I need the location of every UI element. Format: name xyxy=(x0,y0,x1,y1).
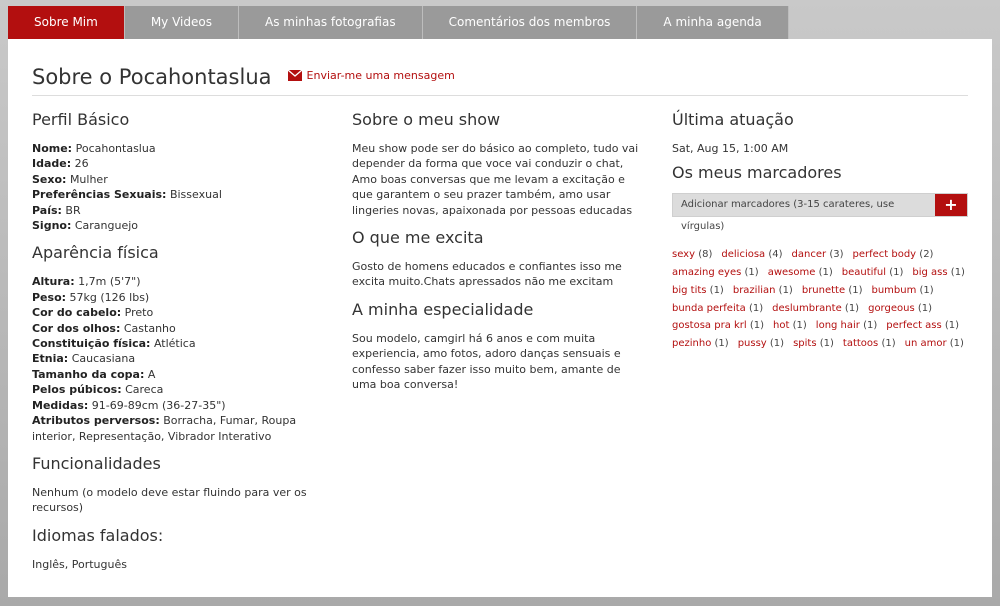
profile-panel xyxy=(8,39,992,597)
send-message-link[interactable] xyxy=(288,69,455,82)
languages-text: Inglês, Português xyxy=(32,557,127,571)
marker-tag xyxy=(816,320,877,331)
add-markers-label: Adicionar marcadores (3-15 carateres, use vírgulas) xyxy=(681,199,895,233)
info-value: Mulher xyxy=(69,172,108,186)
title-row xyxy=(32,63,968,96)
specialty-text: Sou modelo, camgirl há 6 anos e com muita experiencia, amo fotos, adoro danças sensuais e confesso saber fazer isso muito bem, amante de uma boa conversa! xyxy=(352,331,621,392)
info-row xyxy=(32,141,322,156)
marker-tag xyxy=(842,267,904,278)
marker-tag xyxy=(886,320,959,331)
marker-tag-count: (1) xyxy=(917,302,933,314)
marker-tag-count: (1) xyxy=(818,267,833,279)
marker-tag-count: (2) xyxy=(919,249,934,261)
info-label: Altura: xyxy=(32,275,75,289)
marker-tag-count: (1) xyxy=(749,320,765,332)
column-profile xyxy=(32,109,322,581)
marker-tag-count: (1) xyxy=(944,320,960,332)
profile-heading: Perfil Básico xyxy=(32,110,130,129)
page-title: Sobre o Pocahontaslua xyxy=(32,65,272,89)
marker-tag-link[interactable]: bunda perfeita xyxy=(672,302,746,314)
marker-tag xyxy=(738,338,784,349)
send-message-label: Enviar-me uma mensagem xyxy=(306,69,455,82)
marker-tag-count: (1) xyxy=(778,284,793,296)
marker-tag-count: (1) xyxy=(769,337,785,349)
info-value: Castanho xyxy=(123,321,176,335)
marker-tag-count: (1) xyxy=(819,337,834,349)
info-row xyxy=(32,290,322,305)
marker-tag-link[interactable]: brunette xyxy=(801,284,846,296)
marker-tag-count: (1) xyxy=(844,302,860,314)
marker-tag-link[interactable]: spits xyxy=(793,337,817,349)
marker-tag-link[interactable]: pussy xyxy=(737,337,767,349)
marker-tag-link[interactable]: hot xyxy=(773,320,790,332)
info-value: A xyxy=(147,367,156,381)
profile-list xyxy=(32,141,322,233)
marker-tag-count: (1) xyxy=(792,320,807,332)
marker-tag-count: (1) xyxy=(744,267,759,279)
info-label: Peso: xyxy=(32,290,67,304)
marker-tag xyxy=(672,320,764,331)
marker-tag xyxy=(868,303,932,314)
marker-tag xyxy=(843,338,896,349)
marker-tag-link[interactable]: big ass xyxy=(912,267,948,279)
info-row xyxy=(32,351,322,366)
marker-tag-count: (1) xyxy=(889,267,904,279)
marker-tag-count: (1) xyxy=(919,284,934,296)
marker-tag xyxy=(772,303,859,314)
last-seen-heading: Última atuação xyxy=(672,110,794,129)
last-seen-text: Sat, Aug 15, 1:00 AM xyxy=(672,142,789,155)
turnon-text: Gosto de homens educados e confiantes isso me excita muito.Chats apressados não me excitam xyxy=(352,260,622,289)
languages-heading: Idiomas falados: xyxy=(32,525,164,545)
marker-tag-link[interactable]: gorgeous xyxy=(868,302,915,314)
marker-tag xyxy=(773,320,807,331)
marker-tag-count: (1) xyxy=(748,302,764,314)
marker-tag-count: (4) xyxy=(768,249,783,261)
markers-heading: Os meus marcadores xyxy=(672,163,842,183)
info-label: País: xyxy=(32,203,62,217)
info-label: Cor do cabelo: xyxy=(32,306,122,320)
info-row xyxy=(32,305,322,320)
tab-bar xyxy=(8,6,789,39)
info-value: Careca xyxy=(125,383,164,397)
info-row xyxy=(32,413,322,444)
marker-tag-count: (1) xyxy=(881,337,896,349)
marker-tag-link[interactable]: beautiful xyxy=(841,267,887,279)
marker-tag-link[interactable]: long hair xyxy=(815,320,860,332)
marker-tag xyxy=(672,267,759,278)
info-value: Atlética xyxy=(153,337,196,351)
marker-tag xyxy=(768,267,833,278)
tag-line xyxy=(672,317,968,335)
info-label: Nome: xyxy=(32,142,73,155)
marker-tag-link[interactable]: deslumbrante xyxy=(772,302,842,314)
info-value: Bissexual xyxy=(169,188,222,202)
marker-tag-count: (8) xyxy=(698,249,713,261)
marker-tag xyxy=(733,285,793,296)
info-value: BR xyxy=(65,203,81,217)
marker-tag xyxy=(672,249,712,260)
tab-sobre-mim[interactable]: Sobre Mim xyxy=(8,6,125,39)
tab-fotografias[interactable]: As minhas fotografias xyxy=(239,6,423,39)
marker-tag-count: (1) xyxy=(714,337,729,349)
marker-tag xyxy=(672,285,724,296)
info-label: Atributos perversos: xyxy=(32,414,160,428)
show-heading: Sobre o meu show xyxy=(352,110,501,129)
info-row xyxy=(32,398,322,413)
info-label: Signo: xyxy=(32,219,72,233)
marker-tag xyxy=(792,249,844,260)
tag-line xyxy=(672,264,968,282)
marker-tag-link[interactable]: tattoos xyxy=(842,337,879,349)
features-heading: Funcionalidades xyxy=(32,453,161,473)
info-row xyxy=(32,156,322,171)
tag-line xyxy=(672,246,968,264)
marker-tag-count: (1) xyxy=(950,267,965,279)
marker-tag-link[interactable]: awesome xyxy=(767,267,816,279)
info-row xyxy=(32,187,322,202)
info-label: Sexo: xyxy=(32,172,67,186)
marker-tag-count: (3) xyxy=(829,249,844,261)
info-row xyxy=(32,367,322,382)
marker-tag xyxy=(721,249,782,260)
marker-tag-count: (1) xyxy=(949,337,964,349)
info-label: Medidas: xyxy=(32,398,89,412)
marker-tag-link[interactable]: gostosa pra krl xyxy=(672,320,747,332)
marker-tag xyxy=(871,285,933,296)
tab-agenda[interactable]: A minha agenda xyxy=(637,6,788,39)
info-row xyxy=(32,321,322,336)
info-value: 26 xyxy=(74,157,89,171)
marker-tag xyxy=(672,338,729,349)
marker-tag-link[interactable]: bumbum xyxy=(871,284,917,296)
envelope-icon xyxy=(288,70,302,81)
info-value: Preto xyxy=(124,306,154,320)
turnon-heading: O que me excita xyxy=(352,228,484,248)
marker-tag-link[interactable]: un amor xyxy=(904,337,947,349)
marker-tag-link[interactable]: amazing eyes xyxy=(672,267,742,279)
appearance-list xyxy=(32,274,322,443)
marker-tag xyxy=(793,338,834,349)
add-markers-bar[interactable] xyxy=(672,193,968,233)
info-row xyxy=(32,336,322,351)
marker-tag-count: (1) xyxy=(848,284,863,296)
info-value: Pocahontaslua xyxy=(75,142,156,155)
marker-tag-link[interactable]: deliciosa xyxy=(721,249,766,261)
show-text: Meu show pode ser do básico ao completo, tudo vai depender da forma que voce vai conduzir o chat, Amo boas conversas que me levam a excitação e que garantem o seu prazer também, amo usar lingeries novas, apaixonada por pessoas educadas xyxy=(352,142,639,217)
marker-tag-count: (1) xyxy=(709,284,724,296)
marker-tag xyxy=(905,338,964,349)
info-label: Preferências Sexuais: xyxy=(32,188,167,202)
marker-tags xyxy=(672,246,968,352)
marker-tag-link[interactable]: perfect ass xyxy=(886,320,942,332)
info-row xyxy=(32,382,322,397)
info-label: Idade: xyxy=(32,157,72,171)
info-label: Tamanho da copa: xyxy=(32,367,145,381)
info-value: Caucasiana xyxy=(71,352,136,366)
marker-tag-link[interactable]: dancer xyxy=(791,249,827,261)
add-marker-button[interactable]: + xyxy=(935,194,967,216)
info-row xyxy=(32,203,322,218)
marker-tag-link[interactable]: sexy xyxy=(672,249,696,261)
marker-tag xyxy=(912,267,965,278)
tag-line xyxy=(672,335,968,353)
marker-tag-link[interactable]: pezinho xyxy=(672,337,712,349)
marker-tag-link[interactable]: big tits xyxy=(672,284,707,296)
info-value: 1,7m (5'7") xyxy=(78,275,141,289)
info-label: Etnia: xyxy=(32,352,69,366)
tab-comentarios[interactable]: Comentários dos membros xyxy=(423,6,638,39)
info-value: Caranguejo xyxy=(74,219,139,233)
features-text: Nenhum (o modelo deve estar fluindo para ver os recursos) xyxy=(32,485,307,515)
appearance-heading: Aparência física xyxy=(32,243,159,263)
marker-tag xyxy=(852,249,933,260)
info-label: Pelos púbicos: xyxy=(32,383,122,397)
marker-tag xyxy=(802,285,863,296)
info-value: 57kg (126 lbs) xyxy=(69,290,150,304)
info-label: Constituição física: xyxy=(32,337,151,351)
column-about xyxy=(352,109,644,401)
info-row xyxy=(32,218,322,233)
tag-line xyxy=(672,282,968,300)
tag-line xyxy=(672,300,968,318)
marker-tag xyxy=(672,303,763,314)
info-value: 91-69-89cm (36-27-35") xyxy=(91,398,226,412)
specialty-heading: A minha especialidade xyxy=(352,299,534,319)
tab-my-videos[interactable]: My Videos xyxy=(125,6,239,39)
marker-tag-count: (1) xyxy=(863,320,878,332)
info-value: Borracha, Fumar, Roupa interior, Representação, Vibrador Interativo xyxy=(32,414,297,443)
marker-tag-link[interactable]: brazilian xyxy=(732,284,776,296)
info-row xyxy=(32,172,322,187)
column-markers xyxy=(672,109,968,353)
marker-tag-link[interactable]: perfect body xyxy=(852,249,917,261)
info-row xyxy=(32,274,322,289)
info-label: Cor dos olhos: xyxy=(32,321,121,335)
